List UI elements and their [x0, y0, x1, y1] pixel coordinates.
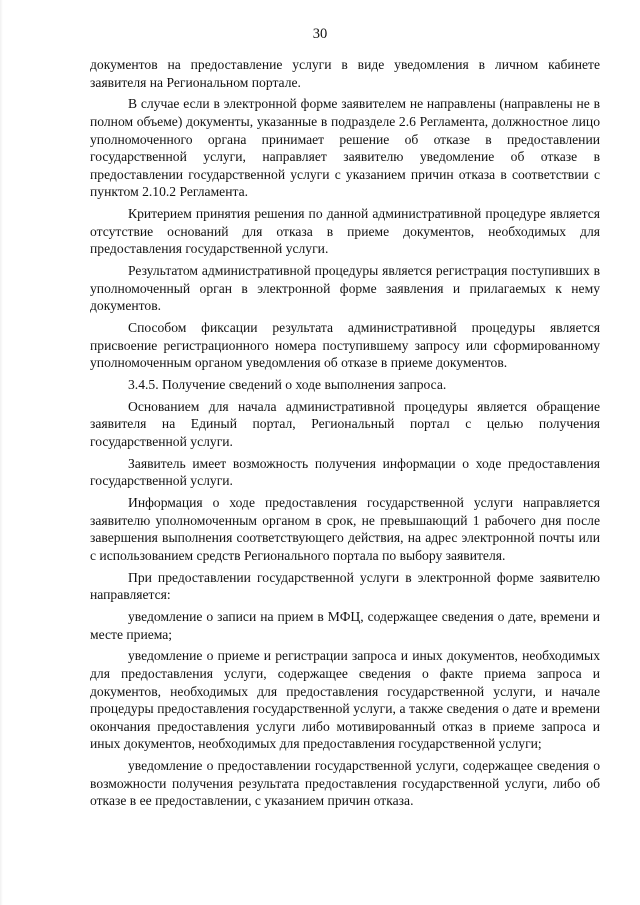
- paragraph-applicant-information: Заявитель имеет возможность получения информации о ходе предоставления государственной услуги.: [90, 455, 600, 489]
- section-heading-3-4-5: 3.4.5. Получение сведений о ходе выполнения запроса.: [128, 377, 447, 393]
- list-item-request-registration: уведомление о приеме и регистрации запроса и иных документов, необходимых для предоставления услуги, содержащее сведения о факте приема запроса и документов, необходимых для предоставления государственной услуги, и начале процедуры предоставления государственной услуги, а также сведения о дате и времени окончания предоставления услуги либо мотивированный отказ в приеме запроса и иных документов, необходимых для предоставления государственной услуги;: [90, 648, 600, 752]
- paragraph-procedure-basis: Основанием для начала административной процедуры является обращение заявителя на Единый портал, Региональный портал с целью получения государственной услуги.: [90, 398, 600, 449]
- document-body: [90, 56, 600, 814]
- paragraph-result-fixation: Способом фиксации результата административной процедуры является присвоение регистрационного номера поступившему запросу или сформированному уполномоченным органом уведомления об отказе в приеме документов.: [90, 320, 600, 371]
- paragraph-incomplete-documents: В случае если в электронной форме заявителем не направлены (направлены не в полном объеме) документы, указанные в подразделе 2.6 Регламента, должностное лицо уполномоченного органа принимает решение об отказе в предоставлении государственной услуги, направляет заявителю уведомление об отказе в предоставлении государственной услуги с указанием причин отказа в соответствии с пунктом 2.10.2 Регламента.: [90, 96, 600, 200]
- list-item-mfc-appointment: уведомление о записи на прием в МФЦ, содержащее сведения о дате, времени и месте приема;: [90, 609, 600, 642]
- paragraph-notifications-intro: При предоставлении государственной услуги в электронной форме заявителю направляется:: [90, 569, 600, 603]
- page-number: 30: [312, 26, 328, 42]
- paragraph-information-delivery: Информация о ходе предоставления государственной услуги направляется заявителю уполномоченным органом в срок, не превышающий 1 рабочего дня после завершения выполнения соответствующего действия, на адрес электронной почты или с использованием средств Регионального портала по выбору заявителя.: [90, 495, 600, 563]
- paragraph-decision-criterion: Критерием принятия решения по данной административной процедуре является отсутствие оснований для отказа в приеме документов, необходимых для предоставления государственной услуги.: [90, 206, 600, 257]
- paragraph-procedure-result: Результатом административной процедуры является регистрация поступивших в уполномоченный орган в электронной форме заявления и прилагаемых к нему документов.: [90, 263, 600, 314]
- paragraph-continuation: документов на предоставление услуги в виде уведомления в личном кабинете заявителя на Региональном портале.: [90, 57, 600, 90]
- list-item-service-provision: уведомление о предоставлении государственной услуги, содержащее сведения о возможности получения результата предоставления государственной услуги, либо об отказе в ее предоставлении, с указанием причин отказа.: [90, 758, 600, 809]
- scan-edge-shadow: [0, 0, 3, 905]
